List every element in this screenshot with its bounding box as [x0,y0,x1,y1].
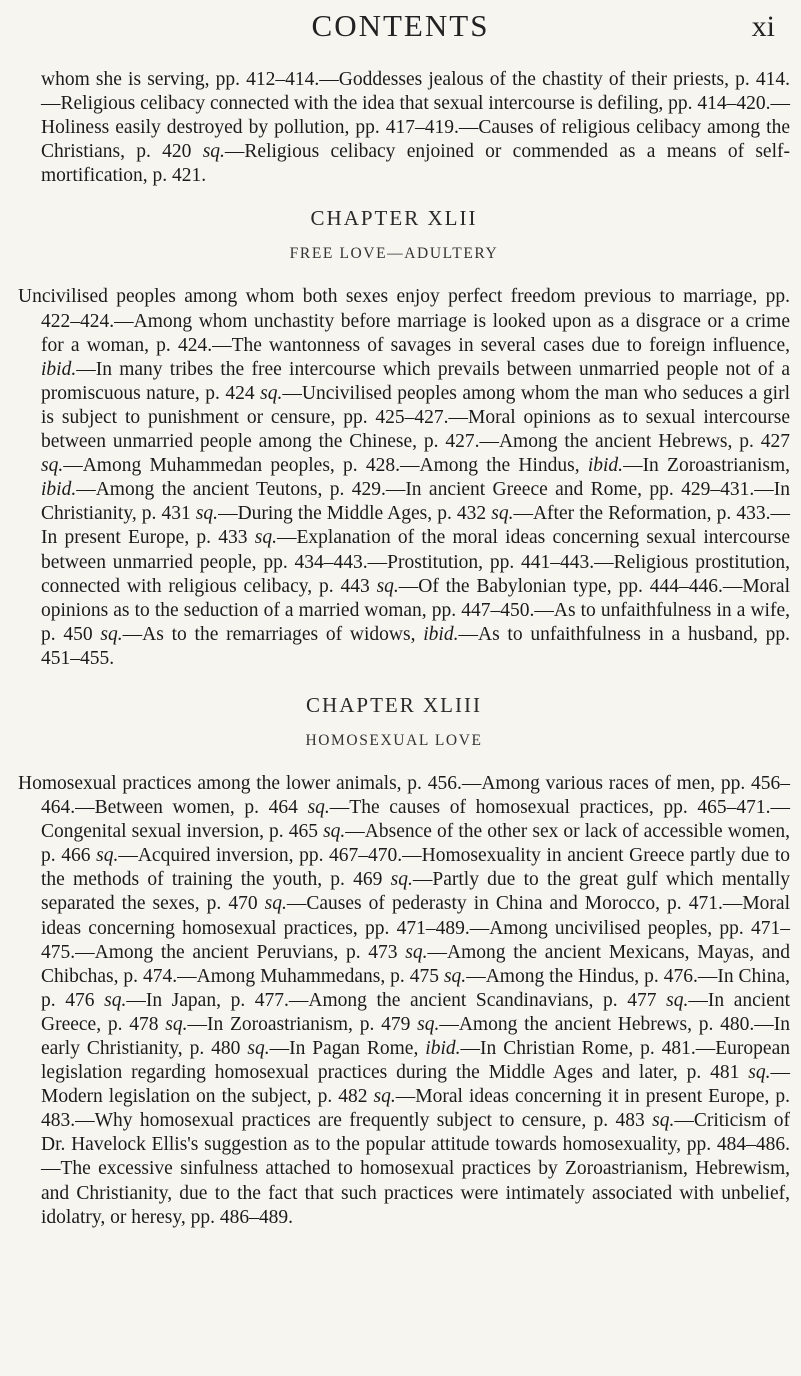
summary-fragment: Homosexual practices among the lower animals, p. 456.—Among various races of men, pp. 456–464.—Between women, p. 464 [18,772,790,819]
summary-fragment: ibid. [423,623,459,645]
summary-fragment: —Among Muhammedan peoples, p. 428.—Among the Hindus, [63,455,588,477]
summary-fragment: —Modern legislation on the subject, p. 482 [41,1062,790,1108]
summary-fragment: —Among the ancient Hebrews, p. 480.—In early Christianity, p. 480 [41,1013,790,1059]
summary-fragment: —Absence of the other sex or lack of accessible women, p. 466 [41,821,790,867]
running-title: CONTENTS [311,8,490,43]
chapter-heading-xlii: CHAPTER XLII [310,206,478,231]
summary-fragment: —Acquired inversion, pp. 467–470.—Homosexuality in ancient Greece partly due to the methods of training the youth, p. 469 [41,845,791,891]
summary-fragment: sq. [373,1086,396,1108]
summary-fragment: —In Pagan Rome, [269,1038,426,1059]
summary-fragment: —Uncivilised peoples among whom the man who seduces a girl is subject to punishment or censure, pp. 425–427.—Moral opinions as to sexual intercourse between unmarried people among the Chinese, p. 427.—Among the ancient Hebrews, p. 427 [41,382,790,453]
summary-fragment: sq. [202,141,225,163]
summary-fragment: —Criticism of Dr. Havelock Ellis's suggestion as to the popular attitude towards homosexuality, pp. 484–486.—The excessive sinfulness attached to homosexual practices by Zoroastrianism, Hebrewism, and Christianity, due to the fact that such practices were intimately associated with unbelief, idolatry, or heresy, pp. 486–489. [41,1110,790,1228]
summary-fragment: sq. [666,989,689,1011]
summary-fragment: sq. [96,845,119,867]
summary-fragment: ibid. [425,1038,461,1059]
summary-fragment: —Explanation of the moral ideas concerning sexual intercourse between unmarried people, pp. 434–443.—Prostitution, pp. 441–443.—Religious prostitution, connected with religious celibacy, p. 443 [41,527,790,597]
summary-fragment: sq. [390,869,413,891]
summary-fragment: sq. [247,1038,270,1059]
summary-fragment: —Among the ancient Teutons, p. 429.—In ancient Greece and Rome, pp. 429–431.—In Christianity, p. 431 [41,479,790,525]
summary-fragment: sq. [100,623,123,645]
summary-fragment: sq. [104,989,127,1011]
chapter-subtitle-xlii: FREE LOVE—ADULTERY [289,245,499,263]
summary-fragment: sq. [195,503,219,525]
summary-fragment: —As to the remarriages of widows, [122,623,424,645]
summary-fragment: —In Japan, p. 477.—Among the ancient Scandinavians, p. 477 [126,989,667,1011]
summary-fragment: —In Christian Rome, p. 481.—European legislation regarding homosexual practices during the Middle Ages and later, p. 481 [41,1038,790,1084]
summary-fragment: —Among the ancient Mexicans, Mayas, and Chibchas, p. 474.—Among Muhammedans, p. 475 [41,941,790,987]
summary-fragment: sq. [417,1013,440,1035]
summary-fragment: sq. [254,527,277,549]
summary-fragment: —Partly due to the great gulf which mentally separated the sexes, p. 470 [41,869,790,915]
summary-fragment: —The causes of homosexual practices, pp. 465–471.—Congenital sexual inversion, p. 465 [41,797,790,843]
summary-fragment: —In Zoroastrianism, p. 479 [187,1013,418,1035]
page-number: xi [751,10,775,43]
summary-fragment: —Moral ideas concerning it in present Europe, p. 483.—Why homosexual practices are frequently subject to censure, p. 483 [41,1086,790,1132]
summary-fragment: —In Zoroastrianism, [623,455,790,477]
summary-fragment: whom she is serving, pp. 412–414.—Goddesses jealous of the chastity of their priests, p. 414.—Religious celibacy connected with the idea that sexual intercourse is defiling, pp. 414–420.—Holiness easily destroyed by pollution, pp. 417–419.—Causes of religious celibacy among the Christians, p. 420 [41,69,790,163]
summary-fragment: sq. [652,1110,675,1132]
contents-body [18,68,790,1230]
summary-fragment: sq. [748,1062,771,1084]
summary-fragment: —Of the Babylonian type, pp. 444–446.—Moral opinions as to the seduction of a married woman, pp. 447–450.—As to unfaithfulness in a wife, p. 450 [41,575,790,645]
summary-fragment: ibid. [41,358,77,380]
summary-fragment: sq. [264,893,287,915]
chapter-summary-xliii [18,772,790,1230]
summary-fragment: sq. [323,821,346,843]
summary-fragment: —Among the Hindus, p. 476.—In China, p. 476 [41,965,790,1011]
summary-fragment: —In many tribes the free intercourse which prevails between unmarried people not of a promiscuous nature, p. 424 [41,358,790,404]
summary-fragment: sq. [376,575,399,597]
summary-fragment: ibid. [587,455,624,477]
summary-fragment: —Causes of pederasty in China and Morocco, p. 471.—Moral ideas concerning homosexual practices, pp. 471–489.—Among uncivilised peoples, pp. 471–475.—Among the ancient Peruvians, p. 473 [41,893,790,963]
running-head [0,8,801,48]
summary-fragment: sq. [307,797,330,819]
summary-fragment: sq. [165,1013,188,1035]
chapter-heading-xliii: CHAPTER XLIII [306,692,482,717]
summary-fragment: sq. [491,503,514,525]
summary-fragment: —After the Reformation, p. 433.—In present Europe, p. 433 [41,503,790,549]
chapter-summary-xlii [18,285,790,671]
summary-fragment: Uncivilised peoples among whom both sexes enjoy perfect freedom previous to marriage, pp. 422–424.—Among whom unchastity before marriage is looked upon as a disgrace or a crime for a woman, p. 424.—The wantonness of savages in several cases due to foreign influence, [18,286,790,356]
summary-fragment: sq. [41,455,64,477]
summary-fragment: ibid. [41,479,77,501]
summary-fragment: —During the Middle Ages, p. 432 [218,503,492,525]
summary-fragment: sq. [260,382,283,404]
chapter-subtitle-xliii: HOMOSEXUAL LOVE [305,731,483,749]
summary-fragment: sq. [443,965,467,987]
summary-fragment: —In ancient Greece, p. 478 [41,989,791,1035]
continued-summary-paragraph [41,68,790,188]
summary-fragment: —As to unfaithfulness in a husband, pp. 451–455. [41,623,791,669]
summary-fragment: —Religious celibacy enjoined or commended as a means of self-mortification, p. 421. [41,141,790,187]
summary-fragment: sq. [405,941,428,963]
